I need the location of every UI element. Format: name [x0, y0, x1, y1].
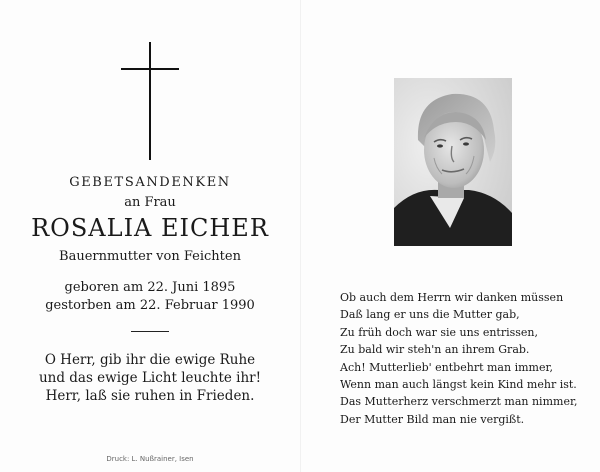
poem-line: Das Mutterherz verschmerzt man nimmer,: [340, 395, 578, 409]
printer-credit: Druck: L. Nußrainer, Isen: [106, 455, 194, 463]
poem-line: Ach! Mutterlieb' entbehrt man immer,: [340, 360, 554, 374]
poem-line: Zu früh doch war sie uns entrissen,: [340, 325, 539, 339]
birth-date: geboren am 22. Juni 1895: [64, 280, 236, 295]
prayer-line: Herr, laß sie ruhen in Frieden.: [45, 388, 255, 404]
prayer-line: und das ewige Licht leuchte ihr!: [38, 370, 262, 386]
fold-line: [300, 0, 301, 472]
prayer-line: O Herr, gib ihr die ewige Ruhe: [44, 352, 256, 368]
cross-vertical-bar: [149, 42, 151, 160]
cross-horizontal-bar: [121, 68, 179, 70]
card-header: GEBETSANDENKEN: [69, 175, 231, 190]
poem-line: Daß lang er uns die Mutter gab,: [340, 308, 520, 322]
poem-line: Wenn man auch längst kein Kind mehr ist.: [340, 378, 577, 392]
portrait-photo: [394, 78, 512, 246]
salutation: an Frau: [124, 195, 176, 210]
deceased-name: ROSALIA EICHER: [31, 214, 269, 242]
portrait-illustration: [394, 78, 512, 246]
poem-line: Zu bald wir steh'n an ihrem Grab.: [340, 343, 530, 357]
divider: [131, 331, 169, 332]
poem-line: Der Mutter Bild man nie vergißt.: [340, 412, 525, 426]
poem: [340, 289, 580, 428]
poem-line: Ob auch dem Herrn wir danken müssen: [340, 291, 564, 304]
death-date: gestorben am 22. Februar 1990: [45, 298, 255, 313]
deceased-role: Bauernmutter von Feichten: [59, 249, 241, 264]
